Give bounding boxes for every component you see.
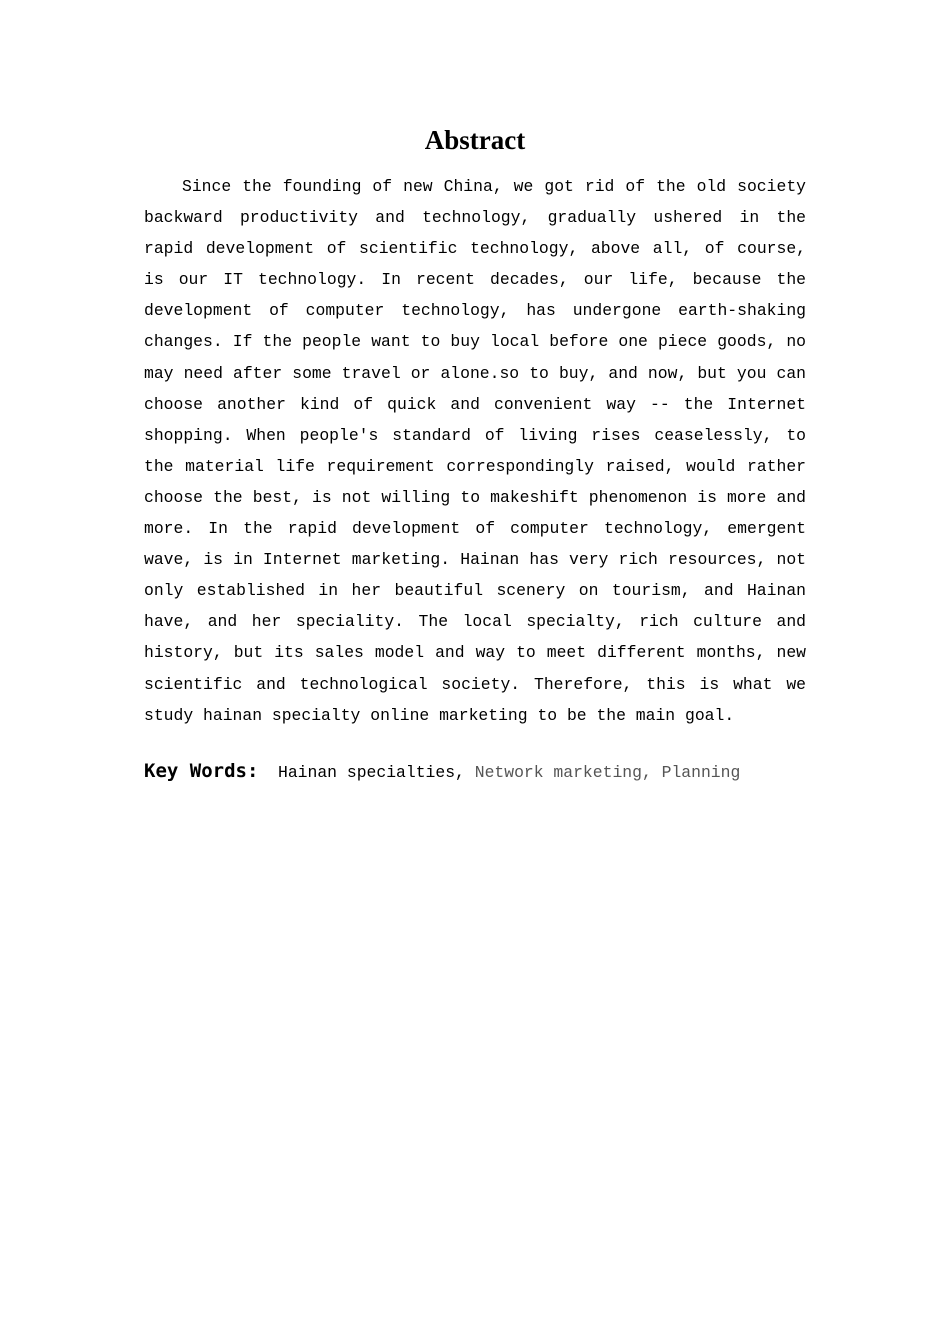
keyword-rest: Network marketing, Planning xyxy=(474,763,741,782)
keywords-label: Key Words: xyxy=(144,760,259,782)
keywords-line xyxy=(144,760,806,782)
keyword-first: Hainan specialties, xyxy=(278,763,465,782)
keywords-value xyxy=(278,763,740,782)
abstract-title: Abstract xyxy=(424,125,526,155)
abstract-paragraph: Since the founding of new China, we got rid of the old society backward productivity and technology, gradually ushered in the rapid development of scientific technology, above all, of course, is our IT technology. In recent decades, our life, because the development of computer technology, has undergone earth-shaking changes. If the people want to buy local before one piece goods, no may need after some travel or alone.so to buy, and now, but you can choose another kind of quick and convenient way -- the Internet shopping. When people's standard of living rises ceaselessly, to the material life requirement correspondingly raised, would rather choose the best, is not willing to makeshift phenomenon is more and more. In the rapid development of computer technology, emergent wave, is in Internet marketing. Hainan has very rich resources, not only established in her beautiful scenery on tourism, and Hainan have, and her speciality. The local specialty, rich culture and history, but its sales model and way to meet different months, new scientific and technological society. Therefore, this is what we study hainan specialty online marketing to be the main goal. xyxy=(144,177,806,725)
